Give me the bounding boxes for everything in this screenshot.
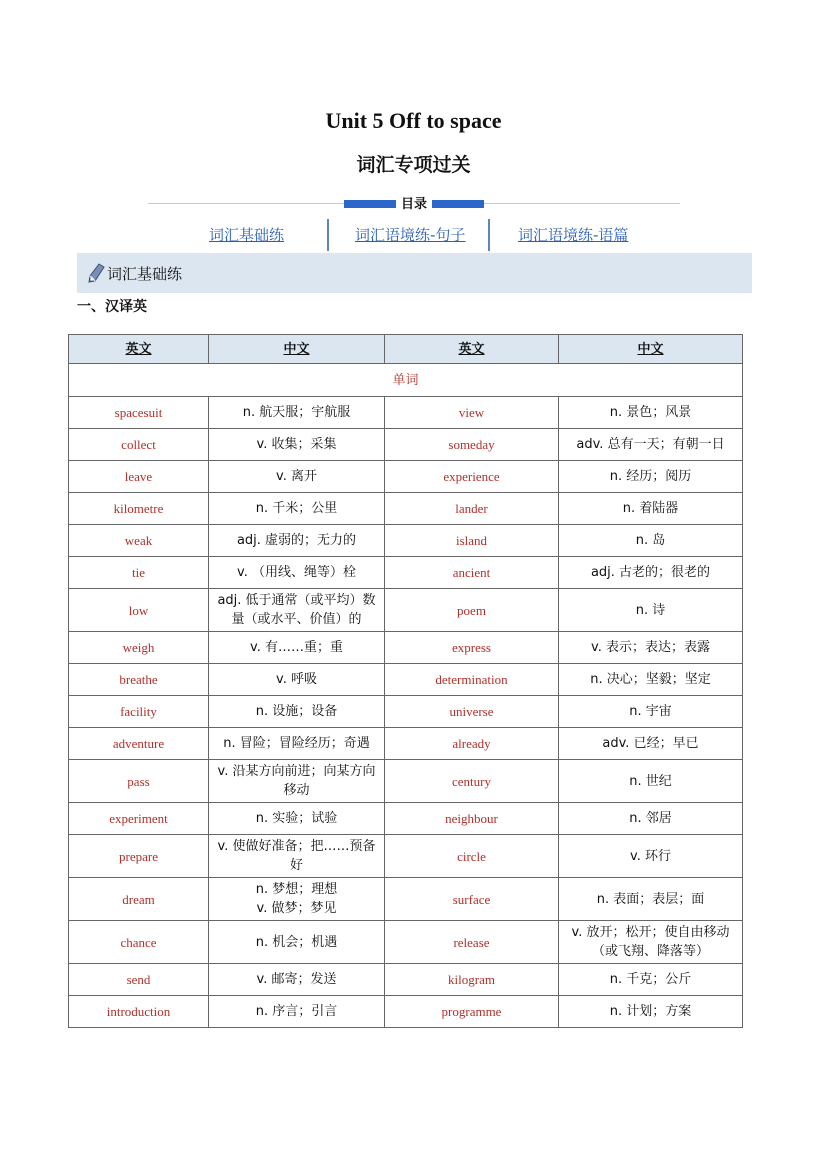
- english-word: tie: [69, 557, 209, 589]
- english-word: collect: [69, 429, 209, 461]
- chinese-meaning: adj. 低于通常（或平均）数量（或水平、价值）的: [209, 589, 385, 632]
- english-word: universe: [385, 696, 559, 728]
- group-label: 单词: [69, 364, 743, 397]
- document-title: Unit 5 Off to space: [325, 108, 502, 133]
- chinese-meaning: n. 岛: [559, 525, 743, 557]
- english-word: low: [69, 589, 209, 632]
- english-word: century: [385, 760, 559, 803]
- english-word: view: [385, 397, 559, 429]
- english-word: lander: [385, 493, 559, 525]
- chinese-meaning: n. 着陆器: [559, 493, 743, 525]
- english-word: kilogram: [385, 964, 559, 996]
- table-row: [69, 760, 743, 803]
- meaning-line: n. 梦想；理想: [255, 882, 338, 897]
- table-row: [69, 696, 743, 728]
- column-header: 中文: [559, 335, 743, 364]
- english-word: pass: [69, 760, 209, 803]
- english-word: experience: [385, 461, 559, 493]
- english-word: surface: [385, 878, 559, 921]
- pencil-icon: [87, 263, 105, 283]
- chinese-meaning: adv. 总有一天；有朝一日: [559, 429, 743, 461]
- chinese-meaning: v. 有……重；重: [209, 632, 385, 664]
- toc-link-passage[interactable]: 词汇语境练-语篇: [518, 226, 629, 244]
- chinese-meaning: v. （用线、绳等）栓: [209, 557, 385, 589]
- english-word: dream: [69, 878, 209, 921]
- english-word: experiment: [69, 803, 209, 835]
- toc-divider-left: [148, 203, 344, 204]
- table-row: [69, 589, 743, 632]
- chinese-meaning: n. 设施；设备: [209, 696, 385, 728]
- english-word: prepare: [69, 835, 209, 878]
- chinese-meaning: n. 邻居: [559, 803, 743, 835]
- table-row: [69, 525, 743, 557]
- toc-accent-right: [432, 200, 484, 208]
- english-word: determination: [385, 664, 559, 696]
- chinese-meaning: v. 放开；松开；使自由移动（或飞翔、降落等）: [559, 921, 743, 964]
- chinese-meaning: v. 离开: [209, 461, 385, 493]
- chinese-meaning: v. 使做好准备；把……预备好: [209, 835, 385, 878]
- toc-separator: [327, 219, 329, 251]
- english-word: send: [69, 964, 209, 996]
- document-subtitle: 词汇专项过关: [356, 154, 471, 176]
- english-word: circle: [385, 835, 559, 878]
- toc-link-basic[interactable]: 词汇基础练: [209, 226, 285, 244]
- english-word: already: [385, 728, 559, 760]
- chinese-meaning: [209, 878, 385, 921]
- chinese-meaning: adj. 古老的；很老的: [559, 557, 743, 589]
- part-title: 一、汉译英: [77, 299, 147, 315]
- chinese-meaning: n. 宇宙: [559, 696, 743, 728]
- chinese-meaning: v. 收集；采集: [209, 429, 385, 461]
- chinese-meaning: v. 呼吸: [209, 664, 385, 696]
- section-header: [77, 253, 752, 293]
- table-row: [69, 964, 743, 996]
- vocabulary-table: [68, 334, 743, 1028]
- english-word: weigh: [69, 632, 209, 664]
- chinese-meaning: adv. 已经；早已: [559, 728, 743, 760]
- toc-accent-left: [344, 200, 396, 208]
- english-word: neighbour: [385, 803, 559, 835]
- table-row: [69, 461, 743, 493]
- chinese-meaning: v. 表示；表达；表露: [559, 632, 743, 664]
- chinese-meaning: n. 实验；试验: [209, 803, 385, 835]
- chinese-meaning: n. 表面；表层；面: [559, 878, 743, 921]
- table-row: [69, 996, 743, 1028]
- table-row: [69, 493, 743, 525]
- chinese-meaning: n. 经历；阅历: [559, 461, 743, 493]
- chinese-meaning: n. 诗: [559, 589, 743, 632]
- english-word: chance: [69, 921, 209, 964]
- table-row: [69, 664, 743, 696]
- table-header-row: [69, 335, 743, 364]
- english-word: introduction: [69, 996, 209, 1028]
- table-row: [69, 878, 743, 921]
- chinese-meaning: n. 决心；坚毅；坚定: [559, 664, 743, 696]
- english-word: express: [385, 632, 559, 664]
- table-row: [69, 557, 743, 589]
- chinese-meaning: n. 千米；公里: [209, 493, 385, 525]
- english-word: facility: [69, 696, 209, 728]
- group-row: [69, 364, 743, 397]
- table-row: [69, 835, 743, 878]
- chinese-meaning: n. 计划；方案: [559, 996, 743, 1028]
- chinese-meaning: n. 序言；引言: [209, 996, 385, 1028]
- english-word: spacesuit: [69, 397, 209, 429]
- table-row: [69, 921, 743, 964]
- chinese-meaning: v. 沿某方向前进；向某方向移动: [209, 760, 385, 803]
- english-word: poem: [385, 589, 559, 632]
- column-header: 英文: [69, 335, 209, 364]
- column-header: 中文: [209, 335, 385, 364]
- chinese-meaning: n. 冒险；冒险经历；奇遇: [209, 728, 385, 760]
- table-row: [69, 803, 743, 835]
- english-word: someday: [385, 429, 559, 461]
- chinese-meaning: n. 机会；机遇: [209, 921, 385, 964]
- english-word: weak: [69, 525, 209, 557]
- english-word: leave: [69, 461, 209, 493]
- english-word: kilometre: [69, 493, 209, 525]
- toc-label: 目录: [396, 193, 432, 212]
- table-row: [69, 632, 743, 664]
- english-word: ancient: [385, 557, 559, 589]
- chinese-meaning: v. 环行: [559, 835, 743, 878]
- chinese-meaning: adj. 虚弱的；无力的: [209, 525, 385, 557]
- section-title: 词汇基础练: [107, 265, 183, 283]
- table-row: [69, 397, 743, 429]
- toc-divider-right: [484, 203, 680, 204]
- table-row: [69, 429, 743, 461]
- chinese-meaning: n. 航天服；宇航服: [209, 397, 385, 429]
- table-row: [69, 728, 743, 760]
- english-word: programme: [385, 996, 559, 1028]
- english-word: breathe: [69, 664, 209, 696]
- toc-link-sentence[interactable]: 词汇语境练-句子: [355, 226, 466, 244]
- english-word: adventure: [69, 728, 209, 760]
- meaning-line: v. 做梦；梦见: [256, 901, 337, 916]
- chinese-meaning: n. 千克；公斤: [559, 964, 743, 996]
- chinese-meaning: n. 景色；风景: [559, 397, 743, 429]
- column-header: 英文: [385, 335, 559, 364]
- toc-separator: [488, 219, 490, 251]
- english-word: island: [385, 525, 559, 557]
- english-word: release: [385, 921, 559, 964]
- chinese-meaning: v. 邮寄；发送: [209, 964, 385, 996]
- chinese-meaning: n. 世纪: [559, 760, 743, 803]
